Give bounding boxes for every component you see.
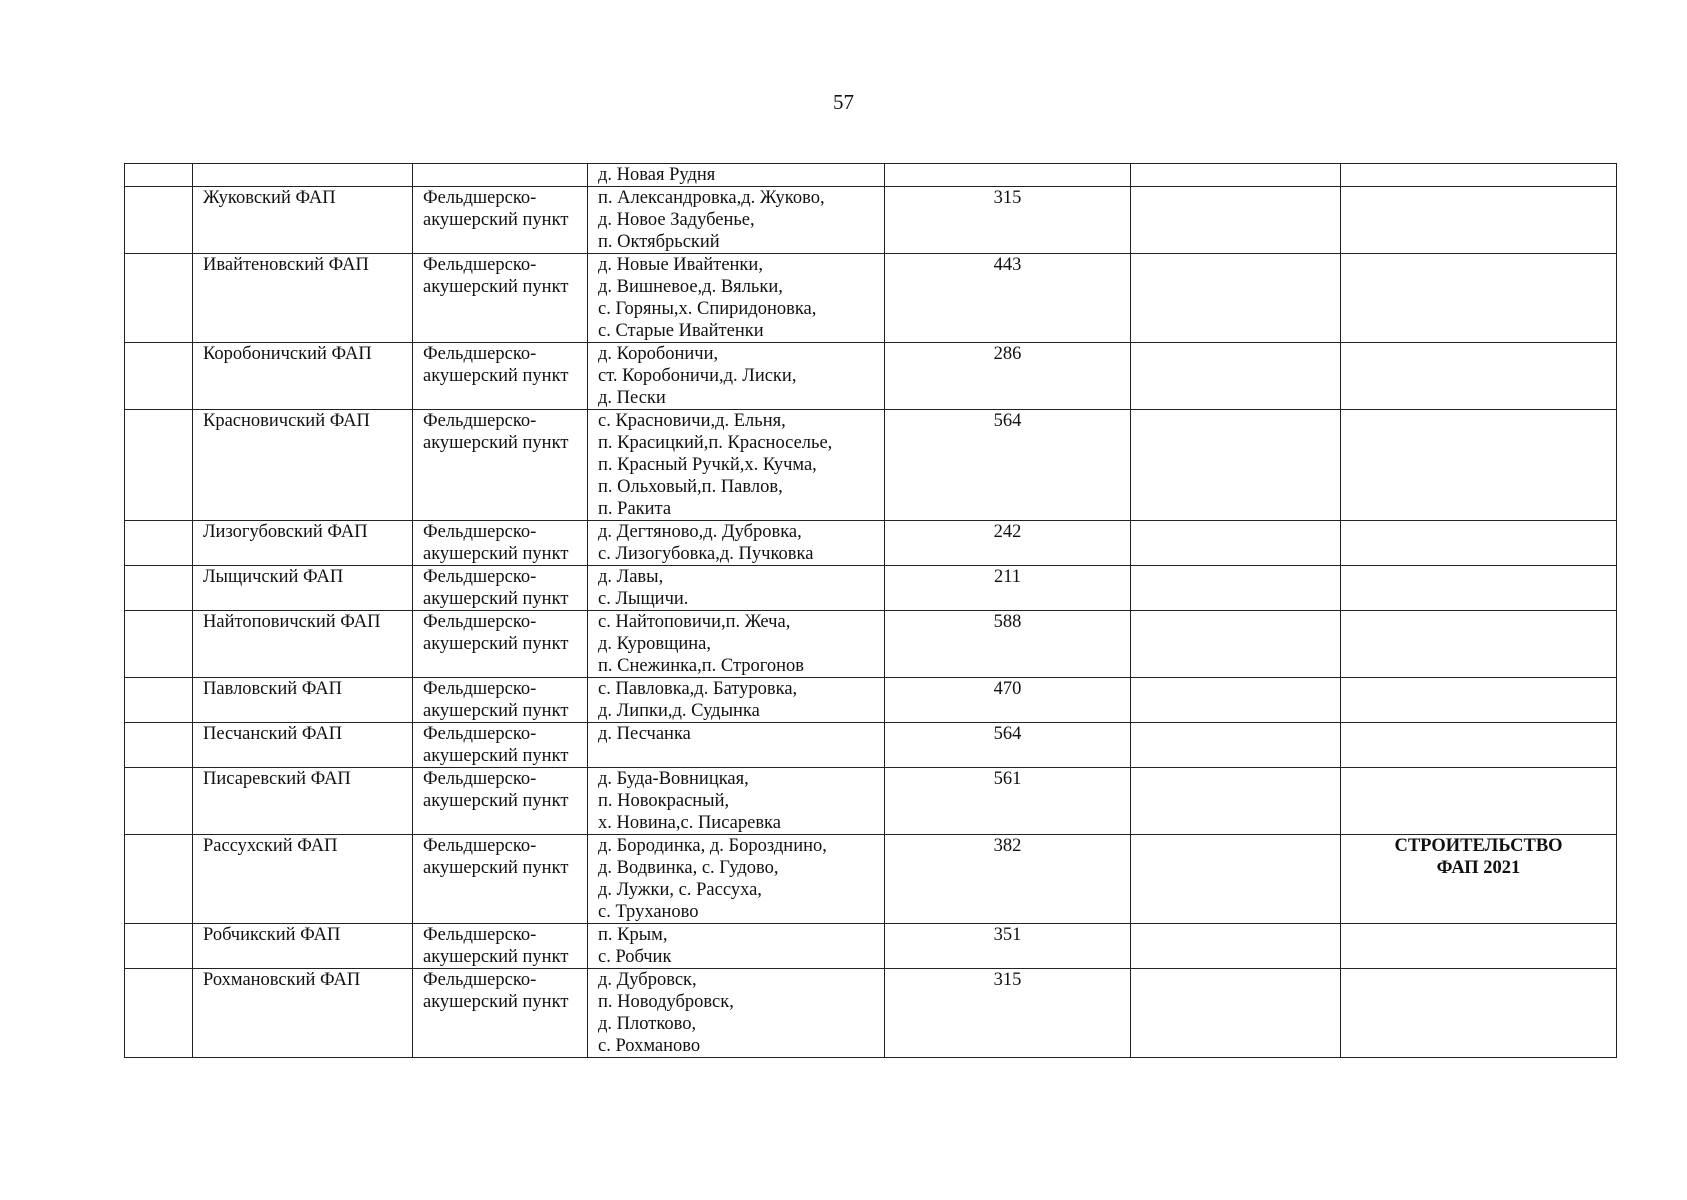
note-line: СТРОИТЕЛЬСТВО xyxy=(1394,836,1563,856)
population-value: 211 xyxy=(993,567,1022,587)
population-value: 564 xyxy=(993,724,1022,744)
villages-cell xyxy=(588,969,885,1058)
population-value: 588 xyxy=(993,612,1022,632)
fap-name-cell xyxy=(193,410,413,521)
population-value: 470 xyxy=(993,679,1022,699)
village-line: ст. Коробоничи,д. Лиски, xyxy=(598,366,797,386)
table-row xyxy=(125,723,1617,768)
population-value: 242 xyxy=(993,522,1022,542)
fap-name-cell xyxy=(193,521,413,566)
empty-cell xyxy=(1131,187,1341,254)
facility-type-line: Фельдшерско- xyxy=(423,925,537,945)
facility-type-cell xyxy=(413,343,588,410)
villages-cell xyxy=(588,410,885,521)
empty-cell xyxy=(1131,566,1341,611)
table-row xyxy=(125,410,1617,521)
facility-type-line: Фельдшерско- xyxy=(423,255,537,275)
empty-cell xyxy=(1131,410,1341,521)
facility-type-cell xyxy=(413,924,588,969)
village-line: д. Лавы, xyxy=(598,567,664,587)
village-line: п. Крым, xyxy=(598,925,668,945)
row-number-cell xyxy=(125,969,193,1058)
fap-name-cell xyxy=(193,611,413,678)
fap-name: Рассухский ФАП xyxy=(203,836,338,856)
village-line: д. Песчанка xyxy=(598,724,691,744)
row-number-cell xyxy=(125,410,193,521)
population-cell xyxy=(885,969,1131,1058)
village-line: п. Новокрасный, xyxy=(598,791,730,811)
table-row xyxy=(125,566,1617,611)
row-number-cell xyxy=(125,611,193,678)
villages-cell xyxy=(588,924,885,969)
population-cell xyxy=(885,768,1131,835)
row-number-cell xyxy=(125,678,193,723)
facility-type-cell xyxy=(413,254,588,343)
facility-type-line: Фельдшерско- xyxy=(423,970,537,990)
village-line: д. Дубровск, xyxy=(598,970,697,990)
villages-cell xyxy=(588,164,885,187)
village-line: п. Ольховый,п. Павлов, xyxy=(598,477,783,497)
note-cell xyxy=(1341,566,1617,611)
population-cell xyxy=(885,164,1131,187)
facility-type-line: Фельдшерско- xyxy=(423,522,537,542)
fap-name-cell xyxy=(193,924,413,969)
facility-type-line: акушерский пункт xyxy=(423,634,569,654)
fap-name-cell xyxy=(193,164,413,187)
note-cell xyxy=(1341,187,1617,254)
fap-name: Робчикский ФАП xyxy=(203,925,341,945)
fap-name-cell xyxy=(193,969,413,1058)
note-cell xyxy=(1341,521,1617,566)
row-number-cell xyxy=(125,187,193,254)
village-line: д. Новая Рудня xyxy=(598,165,716,185)
facility-type-line: Фельдшерско- xyxy=(423,567,537,587)
village-line: п. Новодубровск, xyxy=(598,992,734,1012)
note-cell xyxy=(1341,969,1617,1058)
row-number-cell xyxy=(125,835,193,924)
village-line: д. Куровщина, xyxy=(598,634,711,654)
facility-type-line: Фельдшерско- xyxy=(423,679,537,699)
facility-type-line: акушерский пункт xyxy=(423,992,569,1012)
note-cell xyxy=(1341,611,1617,678)
village-line: с. Красновичи,д. Ельня, xyxy=(598,411,786,431)
fap-name: Рохмановский ФАП xyxy=(203,970,361,990)
facility-type-cell xyxy=(413,611,588,678)
facility-type-line: Фельдшерско- xyxy=(423,188,537,208)
village-line: с. Найтоповичи,п. Жеча, xyxy=(598,612,791,632)
facility-type-line: акушерский пункт xyxy=(423,544,569,564)
facility-type-line: Фельдшерско- xyxy=(423,836,537,856)
empty-cell xyxy=(1131,343,1341,410)
table-body xyxy=(125,164,1617,1058)
empty-cell xyxy=(1131,164,1341,187)
facility-type-cell xyxy=(413,187,588,254)
facility-type-line: Фельдшерско- xyxy=(423,411,537,431)
village-line: д. Липки,д. Судынка xyxy=(598,701,760,721)
village-line: п. Красицкий,п. Красноселье, xyxy=(598,433,833,453)
row-number-cell xyxy=(125,924,193,969)
note-cell xyxy=(1341,678,1617,723)
empty-cell xyxy=(1131,678,1341,723)
page-number: 57 xyxy=(833,90,854,114)
empty-cell xyxy=(1131,521,1341,566)
villages-cell xyxy=(588,723,885,768)
facility-type-line: Фельдшерско- xyxy=(423,612,537,632)
fap-name: Ивайтеновский ФАП xyxy=(203,255,369,275)
fap-name-cell xyxy=(193,187,413,254)
villages-cell xyxy=(588,768,885,835)
villages-cell xyxy=(588,343,885,410)
facility-type-cell xyxy=(413,723,588,768)
population-value: 351 xyxy=(993,925,1022,945)
village-line: д. Коробоничи, xyxy=(598,344,719,364)
note-line: ФАП 2021 xyxy=(1436,858,1521,878)
population-cell xyxy=(885,723,1131,768)
village-line: п. Октябрьский xyxy=(598,232,720,252)
fap-name: Лизогубовский ФАП xyxy=(203,522,368,542)
row-number-cell xyxy=(125,254,193,343)
table-row xyxy=(125,187,1617,254)
table-row xyxy=(125,521,1617,566)
villages-cell xyxy=(588,566,885,611)
fap-name-cell xyxy=(193,566,413,611)
fap-name-cell xyxy=(193,678,413,723)
empty-cell xyxy=(1131,835,1341,924)
villages-cell xyxy=(588,187,885,254)
empty-cell xyxy=(1131,723,1341,768)
facility-type-cell xyxy=(413,835,588,924)
facility-type-line: Фельдшерско- xyxy=(423,344,537,364)
note-cell xyxy=(1341,835,1617,924)
row-number-cell xyxy=(125,566,193,611)
row-number-cell xyxy=(125,521,193,566)
facility-type-cell xyxy=(413,768,588,835)
fap-name: Песчанский ФАП xyxy=(203,724,343,744)
table-row xyxy=(125,611,1617,678)
note-cell xyxy=(1341,254,1617,343)
village-line: д. Пески xyxy=(598,388,666,408)
empty-cell xyxy=(1131,254,1341,343)
population-cell xyxy=(885,611,1131,678)
facility-type-line: акушерский пункт xyxy=(423,858,569,878)
village-line: д. Плотково, xyxy=(598,1014,697,1034)
village-line: д. Новые Ивайтенки, xyxy=(598,255,763,275)
facility-type-line: акушерский пункт xyxy=(423,589,569,609)
note-cell xyxy=(1341,343,1617,410)
village-line: с. Робчик xyxy=(598,947,672,967)
villages-cell xyxy=(588,678,885,723)
table-row xyxy=(125,768,1617,835)
fap-name-cell xyxy=(193,835,413,924)
population-value: 564 xyxy=(993,411,1022,431)
population-value: 315 xyxy=(993,188,1022,208)
population-cell xyxy=(885,187,1131,254)
table-row xyxy=(125,254,1617,343)
note-cell xyxy=(1341,924,1617,969)
facility-type-line: акушерский пункт xyxy=(423,210,569,230)
population-cell xyxy=(885,410,1131,521)
note-cell xyxy=(1341,723,1617,768)
table-row xyxy=(125,678,1617,723)
row-number-cell xyxy=(125,343,193,410)
fap-name: Красновичский ФАП xyxy=(203,411,370,431)
facility-type-line: акушерский пункт xyxy=(423,433,569,453)
facility-type-cell xyxy=(413,969,588,1058)
table-row xyxy=(125,164,1617,187)
village-line: д. Дегтяново,д. Дубровка, xyxy=(598,522,802,542)
facility-type-line: Фельдшерско- xyxy=(423,769,537,789)
village-line: с. Лыщичи. xyxy=(598,589,689,609)
villages-cell xyxy=(588,254,885,343)
population-value: 382 xyxy=(993,836,1022,856)
population-cell xyxy=(885,566,1131,611)
facility-type-line: акушерский пункт xyxy=(423,791,569,811)
empty-cell xyxy=(1131,924,1341,969)
population-cell xyxy=(885,521,1131,566)
village-line: п. Красный Ручкй,х. Кучма, xyxy=(598,455,817,475)
village-line: д. Буда-Вовницкая, xyxy=(598,769,749,789)
fap-name: Писаревский ФАП xyxy=(203,769,351,789)
village-line: д. Бородинка, д. Борозднино, xyxy=(598,836,827,856)
population-cell xyxy=(885,924,1131,969)
table-row xyxy=(125,835,1617,924)
village-line: с. Труханово xyxy=(598,902,699,922)
population-cell xyxy=(885,343,1131,410)
population-value: 286 xyxy=(993,344,1022,364)
facility-type-cell xyxy=(413,164,588,187)
note-cell xyxy=(1341,164,1617,187)
fap-name-cell xyxy=(193,723,413,768)
population-cell xyxy=(885,254,1131,343)
village-line: д. Лужки, с. Рассуха, xyxy=(598,880,762,900)
fap-name: Найтоповичский ФАП xyxy=(203,612,381,632)
villages-cell xyxy=(588,521,885,566)
fap-table xyxy=(124,163,1617,1058)
population-value: 315 xyxy=(993,970,1022,990)
population-cell xyxy=(885,678,1131,723)
village-line: с. Старые Ивайтенки xyxy=(598,321,764,341)
population-value: 561 xyxy=(993,769,1022,789)
note-cell xyxy=(1341,410,1617,521)
facility-type-line: акушерский пункт xyxy=(423,277,569,297)
table-row xyxy=(125,343,1617,410)
village-line: п. Александровка,д. Жуково, xyxy=(598,188,825,208)
row-number-cell xyxy=(125,723,193,768)
fap-name: Лыщичский ФАП xyxy=(203,567,344,587)
villages-cell xyxy=(588,835,885,924)
facility-type-cell xyxy=(413,678,588,723)
fap-name-cell xyxy=(193,343,413,410)
empty-cell xyxy=(1131,611,1341,678)
note-cell xyxy=(1341,768,1617,835)
village-line: п. Ракита xyxy=(598,499,672,519)
villages-cell xyxy=(588,611,885,678)
row-number-cell xyxy=(125,164,193,187)
empty-cell xyxy=(1131,768,1341,835)
village-line: с. Рохманово xyxy=(598,1036,701,1056)
facility-type-line: акушерский пункт xyxy=(423,947,569,967)
facility-type-line: акушерский пункт xyxy=(423,746,569,766)
facility-type-cell xyxy=(413,521,588,566)
village-line: п. Снежинка,п. Строгонов xyxy=(598,656,805,676)
facility-type-line: акушерский пункт xyxy=(423,366,569,386)
fap-name: Коробоничский ФАП xyxy=(203,344,372,364)
village-line: д. Вишневое,д. Вяльки, xyxy=(598,277,783,297)
village-line: с. Павловка,д. Батуровка, xyxy=(598,679,798,699)
facility-type-line: Фельдшерско- xyxy=(423,724,537,744)
fap-name: Жуковский ФАП xyxy=(203,188,336,208)
table-row xyxy=(125,924,1617,969)
village-line: х. Новина,с. Писаревка xyxy=(598,813,781,833)
village-line: д. Водвинка, с. Гудово, xyxy=(598,858,779,878)
empty-cell xyxy=(1131,969,1341,1058)
facility-type-line: акушерский пункт xyxy=(423,701,569,721)
row-number-cell xyxy=(125,768,193,835)
population-value: 443 xyxy=(993,255,1022,275)
table-row xyxy=(125,969,1617,1058)
village-line: д. Новое Задубенье, xyxy=(598,210,755,230)
village-line: с. Горяны,х. Спиридоновка, xyxy=(598,299,817,319)
facility-type-cell xyxy=(413,566,588,611)
population-cell xyxy=(885,835,1131,924)
fap-name-cell xyxy=(193,254,413,343)
fap-name: Павловский ФАП xyxy=(203,679,342,699)
village-line: с. Лизогубовка,д. Пучковка xyxy=(598,544,814,564)
facility-type-cell xyxy=(413,410,588,521)
fap-name-cell xyxy=(193,768,413,835)
